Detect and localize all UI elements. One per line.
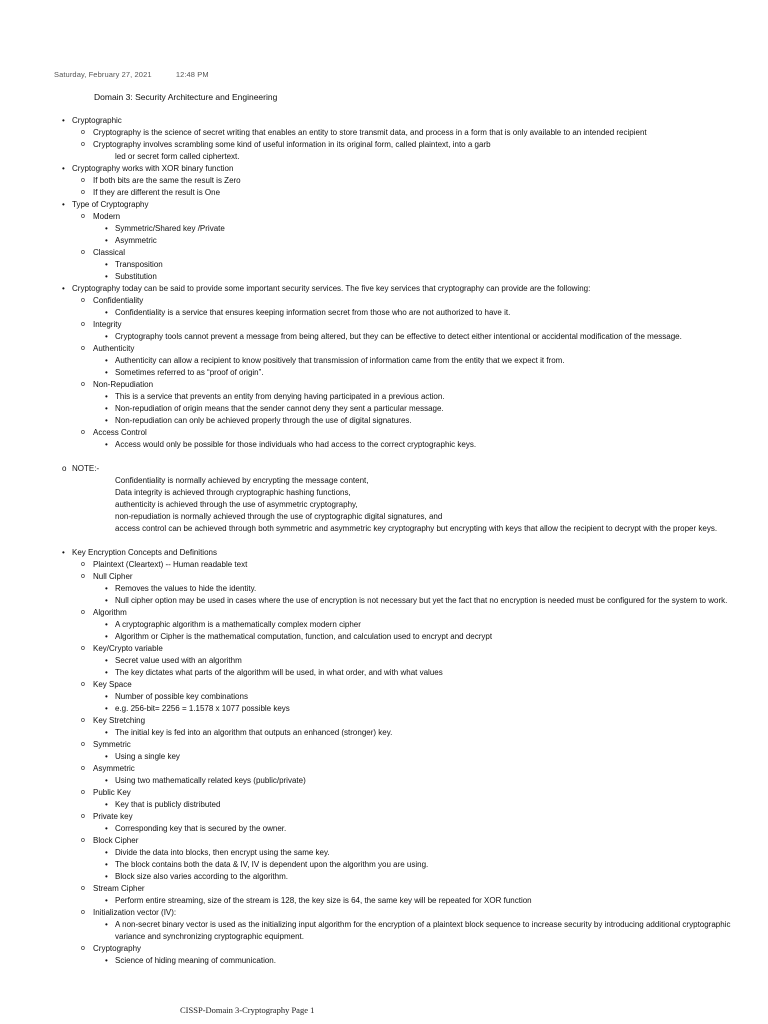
note-time: 12:48 PM [175, 70, 209, 79]
list-item-text: Cryptography today can be said to provide some important security services. The five key services that cryptography can provide are the following: [72, 284, 591, 293]
circle-bullet-icon: o [62, 464, 67, 473]
list-item-level-2 [62, 127, 762, 139]
list-item-text: A cryptographic algorithm is a mathematically complex modern cipher [115, 620, 361, 629]
list-item-text: Secret value used with an algorithm [115, 656, 242, 665]
list-item-text: Initialization vector (IV): [93, 908, 177, 917]
circle-bullet-icon: o [81, 573, 85, 580]
list-item-text: Non-Repudiation [93, 380, 154, 389]
list-item-level-2 [62, 379, 762, 391]
list-item-text: A non-secret binary vector is used as the initializing input algorithm for the encryption of a plaintext block sequence to increase security by introducing additional cryptographic variance and synchronizing cryptographic equipment. [115, 920, 731, 941]
list-item-text: Transposition [115, 260, 163, 269]
list-item-text: Asymmetric [115, 236, 157, 245]
list-item-level-3 [62, 703, 762, 715]
list-item-level-1 [62, 115, 762, 127]
list-item-text: Key/Crypto variable [93, 644, 163, 653]
list-item-text: Cryptography [93, 944, 142, 953]
list-item-text: Access Control [93, 428, 147, 437]
list-item-level-3 [62, 799, 762, 811]
list-item-text: Sometimes referred to as “proof of origin”. [115, 368, 264, 377]
list-item-text: Integrity [93, 320, 122, 329]
list-item-level-3 [62, 847, 762, 859]
list-item-level-2 [62, 787, 762, 799]
circle-bullet-icon: o [81, 321, 85, 328]
disc-bullet-icon: • [105, 356, 108, 365]
list-item-level-3 [62, 367, 762, 379]
list-item-text: Data integrity is achieved through cryptographic hashing functions, [115, 488, 351, 497]
circle-bullet-icon: o [81, 177, 85, 184]
list-item-text: non-repudiation is normally achieved through the use of cryptographic digital signatures, and [115, 512, 443, 521]
note-line [62, 475, 762, 487]
list-item-level-2 [62, 139, 762, 151]
list-item-level-2 [62, 943, 762, 955]
list-item-level-2 [62, 679, 762, 691]
disc-bullet-icon: • [105, 728, 108, 737]
list-item-text: Number of possible key combinations [115, 692, 248, 701]
page-footer: CISSP-Domain 3-Cryptography Page 1 [180, 1005, 315, 1015]
list-item-text: The block contains both the data & IV, IV is dependent upon the algorithm you are using. [115, 860, 429, 869]
disc-bullet-icon: • [105, 308, 108, 317]
disc-bullet-icon: • [105, 800, 108, 809]
list-item-text: Stream Cipher [93, 884, 145, 893]
list-item-level-1 [62, 283, 762, 295]
list-item-level-2 [62, 643, 762, 655]
disc-bullet-icon: • [105, 752, 108, 761]
list-item-text: Confidentiality is a service that ensures keeping information secret from those who are not authorized to have it. [115, 308, 511, 317]
note-line [62, 499, 762, 511]
list-item-text: If they are different the result is One [93, 188, 221, 197]
list-item-text: Modern [93, 212, 121, 221]
list-item-text: If both bits are the same the result is Zero [93, 176, 241, 185]
list-item-text: Algorithm or Cipher is the mathematical computation, function, and calculation used to encrypt and decrypt [115, 632, 493, 641]
list-item-level-3 [62, 355, 762, 367]
disc-bullet-icon: • [105, 860, 108, 869]
list-item-text: e.g. 256-bit= 2256 = 1.1578 x 1077 possible keys [115, 704, 290, 713]
list-item-level-2 [62, 427, 762, 439]
list-item-text: Confidentiality is normally achieved by encrypting the message content, [115, 476, 369, 485]
list-item-text: Classical [93, 248, 126, 257]
list-item-text: Cryptographic [72, 116, 122, 125]
list-item-level-3 [62, 823, 762, 835]
circle-bullet-icon: o [81, 909, 85, 916]
list-item-text: Cryptography tools cannot prevent a message from being altered, but they can be effective to detect either intentional or accidental modification of the message. [115, 332, 682, 341]
list-item-text: Type of Cryptography [72, 200, 149, 209]
disc-bullet-icon: • [62, 116, 65, 125]
list-item-level-3 [62, 307, 762, 319]
list-item-level-2 [62, 187, 762, 199]
list-item-level-3 [62, 439, 762, 451]
list-item-level-2 [62, 571, 762, 583]
disc-bullet-icon: • [62, 284, 65, 293]
disc-bullet-icon: • [105, 692, 108, 701]
disc-bullet-icon: • [105, 872, 108, 881]
list-item-text: Private key [93, 812, 133, 821]
disc-bullet-icon: • [105, 440, 108, 449]
list-item-text: access control can be achieved through both symmetric and asymmetric key cryptography but encrypting with keys that allow the recipient to decrypt with the proper keys. [115, 524, 718, 533]
disc-bullet-icon: • [105, 392, 108, 401]
list-item-level-3 [62, 775, 762, 787]
list-item-text: Substitution [115, 272, 157, 281]
circle-bullet-icon: o [81, 765, 85, 772]
list-item-level-3 [62, 403, 762, 415]
list-item-level-2 [62, 715, 762, 727]
list-item-level-2 [62, 247, 762, 259]
list-item-text: Public Key [93, 788, 131, 797]
list-item-level-2 [62, 739, 762, 751]
disc-bullet-icon: • [105, 656, 108, 665]
disc-bullet-icon: • [105, 224, 108, 233]
disc-bullet-icon: • [105, 332, 108, 341]
disc-bullet-icon: • [62, 548, 65, 557]
circle-bullet-icon: o [81, 813, 85, 820]
list-item-text: Null Cipher [93, 572, 133, 581]
list-item-text: Corresponding key that is secured by the owner. [115, 824, 287, 833]
list-item-level-3 [62, 595, 762, 607]
list-item-level-1 [62, 463, 762, 475]
list-item-text: Non-repudiation of origin means that the sender cannot deny they sent a particular message. [115, 404, 444, 413]
list-item-level-3 [62, 583, 762, 595]
list-item-level-1 [62, 163, 762, 175]
circle-bullet-icon: o [81, 645, 85, 652]
list-item-text: The key dictates what parts of the algorithm will be used, in what order, and with what values [115, 668, 443, 677]
list-item-level-3 [62, 655, 762, 667]
list-item-text: Cryptography involves scrambling some kind of useful information in its original form, called plaintext, into a garb [93, 140, 491, 149]
list-item-level-3 [62, 259, 762, 271]
page-title: Domain 3: Security Architecture and Engineering [94, 92, 278, 102]
note-line [62, 511, 762, 523]
list-item-text: NOTE:- [72, 464, 100, 473]
circle-bullet-icon: o [81, 717, 85, 724]
circle-bullet-icon: o [81, 141, 85, 148]
list-item-text: Symmetric [93, 740, 131, 749]
list-item-text: Key Encryption Concepts and Definitions [72, 548, 217, 557]
list-item-level-2 [62, 559, 762, 571]
disc-bullet-icon: • [105, 272, 108, 281]
list-item-text: Block Cipher [93, 836, 139, 845]
disc-bullet-icon: • [105, 404, 108, 413]
circle-bullet-icon: o [81, 249, 85, 256]
disc-bullet-icon: • [105, 920, 108, 929]
disc-bullet-icon: • [105, 632, 108, 641]
list-item-level-1 [62, 199, 762, 211]
list-item-text: Using two mathematically related keys (public/private) [115, 776, 306, 785]
list-item-text: Key Space [93, 680, 132, 689]
disc-bullet-icon: • [105, 824, 108, 833]
disc-bullet-icon: • [105, 260, 108, 269]
list-item-level-3 [62, 619, 762, 631]
blank-line [62, 451, 762, 463]
list-item-level-2 [62, 763, 762, 775]
disc-bullet-icon: • [62, 200, 65, 209]
list-item-text: Confidentiality [93, 296, 144, 305]
list-item-level-2 [62, 319, 762, 331]
disc-bullet-icon: • [105, 416, 108, 425]
disc-bullet-icon: • [105, 848, 108, 857]
circle-bullet-icon: o [81, 297, 85, 304]
list-item-level-3 [62, 223, 762, 235]
list-item-level-3 [62, 667, 762, 679]
list-item-level-3 [62, 331, 762, 343]
list-item-text: authenticity is achieved through the use of asymmetric cryptography, [115, 500, 358, 509]
list-item-level-3 [62, 919, 762, 943]
list-item-text: Block size also varies according to the algorithm. [115, 872, 288, 881]
list-item-text: Key Stretching [93, 716, 146, 725]
list-item-level-2 [62, 295, 762, 307]
disc-bullet-icon: • [62, 164, 65, 173]
list-item-level-2 [62, 175, 762, 187]
circle-bullet-icon: o [81, 345, 85, 352]
list-item-text: Divide the data into blocks, then encrypt using the same key. [115, 848, 330, 857]
circle-bullet-icon: o [81, 429, 85, 436]
note-metadata [54, 70, 209, 79]
disc-bullet-icon: • [105, 620, 108, 629]
disc-bullet-icon: • [105, 896, 108, 905]
list-item-level-3 [62, 391, 762, 403]
circle-bullet-icon: o [81, 609, 85, 616]
list-item-text: Plaintext (Cleartext) -- Human readable text [93, 560, 248, 569]
list-item-text: Using a single key [115, 752, 180, 761]
list-item-level-3 [62, 271, 762, 283]
list-item-text: Non-repudiation can only be achieved properly through the use of digital signatures. [115, 416, 412, 425]
circle-bullet-icon: o [81, 129, 85, 136]
list-item-level-2 [62, 607, 762, 619]
list-item-text: Algorithm [93, 608, 127, 617]
list-item-continuation [62, 151, 762, 163]
list-item-text: Null cipher option may be used in cases where the use of encryption is not necessary but yet the fact that no encryption is needed must be configured for the system to work. [115, 596, 728, 605]
circle-bullet-icon: o [81, 213, 85, 220]
list-item-text: This is a service that prevents an entity from denying having participated in a previous action. [115, 392, 445, 401]
list-item-level-3 [62, 235, 762, 247]
list-item-text: The initial key is fed into an algorithm that outputs an enhanced (stronger) key. [115, 728, 393, 737]
list-item-level-3 [62, 871, 762, 883]
disc-bullet-icon: • [105, 668, 108, 677]
list-item-text: Removes the values to hide the identity. [115, 584, 257, 593]
list-item-level-3 [62, 895, 762, 907]
disc-bullet-icon: • [105, 368, 108, 377]
list-item-text: Key that is publicly distributed [115, 800, 221, 809]
disc-bullet-icon: • [105, 704, 108, 713]
list-item-text: Cryptography is the science of secret writing that enables an entity to store transmit data, and process in a form that is only available to an intended recipient [93, 128, 647, 137]
circle-bullet-icon: o [81, 681, 85, 688]
list-item-level-3 [62, 727, 762, 739]
disc-bullet-icon: • [105, 956, 108, 965]
list-item-text: Perform entire streaming, size of the stream is 128, the key size is 64, the same key will be repeated for XOR function [115, 896, 532, 905]
list-item-level-2 [62, 835, 762, 847]
list-item-text: Cryptography works with XOR binary function [72, 164, 234, 173]
note-line [62, 523, 762, 535]
circle-bullet-icon: o [81, 561, 85, 568]
disc-bullet-icon: • [105, 776, 108, 785]
list-item-level-2 [62, 811, 762, 823]
note-date: Saturday, February 27, 2021 [54, 70, 152, 79]
note-line [62, 487, 762, 499]
list-item-text: Asymmetric [93, 764, 135, 773]
list-item-level-3 [62, 859, 762, 871]
list-item-level-3 [62, 955, 762, 967]
circle-bullet-icon: o [81, 189, 85, 196]
list-item-text: Access would only be possible for those individuals who had access to the correct cryptographic keys. [115, 440, 477, 449]
list-item-text: Authenticity [93, 344, 135, 353]
circle-bullet-icon: o [81, 885, 85, 892]
list-item-level-1 [62, 547, 762, 559]
outline-list [62, 115, 762, 967]
blank-line [62, 535, 762, 547]
circle-bullet-icon: o [81, 789, 85, 796]
list-item-level-2 [62, 343, 762, 355]
list-item-text: Science of hiding meaning of communication. [115, 956, 276, 965]
circle-bullet-icon: o [81, 837, 85, 844]
list-item-level-2 [62, 907, 762, 919]
disc-bullet-icon: • [105, 596, 108, 605]
list-item-level-3 [62, 751, 762, 763]
list-item-level-3 [62, 415, 762, 427]
list-item-text: led or secret form called ciphertext. [115, 152, 240, 161]
disc-bullet-icon: • [105, 584, 108, 593]
circle-bullet-icon: o [81, 381, 85, 388]
list-item-level-3 [62, 631, 762, 643]
list-item-level-3 [62, 691, 762, 703]
circle-bullet-icon: o [81, 945, 85, 952]
list-item-text: Authenticity can allow a recipient to know positively that transmission of information came from the entity that we expect it from. [115, 356, 565, 365]
circle-bullet-icon: o [81, 741, 85, 748]
list-item-level-2 [62, 211, 762, 223]
list-item-text: Symmetric/Shared key /Private [115, 224, 225, 233]
disc-bullet-icon: • [105, 236, 108, 245]
list-item-level-2 [62, 883, 762, 895]
